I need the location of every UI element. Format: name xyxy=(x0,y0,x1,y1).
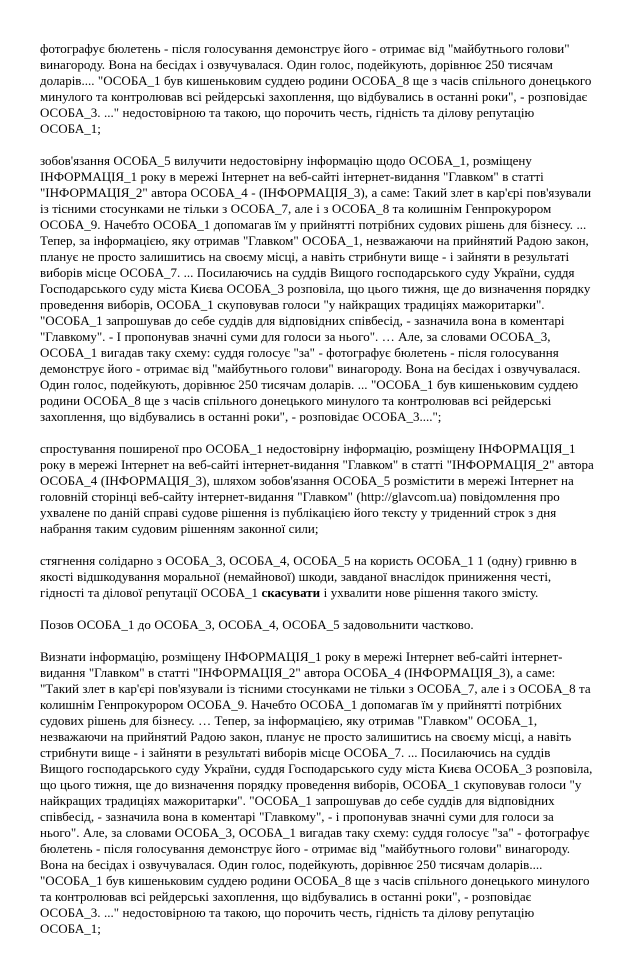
paragraph-removal-obligation: зобов'язання ОСОБА_5 вилучити недостовірну інформацію щодо ОСОБА_1, розміщену ІНФОРМАЦІЯ_1 року в мережі Інтернет на веб-сайті інтернет-видання "Главком" в статті "ІНФОРМАЦІЯ_2" автора ОСОБА_4 - (ІНФОРМАЦІЯ_3), а саме: Такий злет в кар'єрі пов'язували із тісними стосунками не тільки з ОСОБА_7, але і з ОСОБА_8 та колишнім Генпрокурором ОСОБА_9. Начебто ОСОБА_1 допомагав їм у прийнятті потрібних судових рішень для бізнесу. ... Тепер, за інформацією, яку отримав "Главком" ОСОБА_1, незважаючи на прийнятий Радою закон, планує не просто залишитись на своєму місці, а навіть стрибнути вище - і зайняти в результаті виборів місце ОСОБА_7. ... Посилаючись на суддів Вищого господарського суду України, суддя Господарського суду міста Києва ОСОБА_3 розповіла, що цього тижня, ще до визначення порядку проведення виборів, ОСОБА_1 скуповував голоси "у найкращих традиціях мажоритарки". "ОСОБА_1 запрошував до себе суддів для відповідних співбесід, - зазначила вона в коментарі "Главкому". - І пропонував значні суми для голоси за нього". … Але, за словами ОСОБА_3, ОСОБА_1 вигадав таку схему: суддя голосує "за" - фотографує бюлетень - після голосування демонструє його - отримає від "майбутнього голови" винагороду. Вона на бесідах і озвучувалася. Один голос, подейкують, дорівнює 250 тисячам доларів. ... "ОСОБА_1 був кишеньковим суддею родини ОСОБА_8 ще з часів спільного донецького минулого та контролював всі рейдерські захоплення, що відбувались в останні роки", - розповідає ОСОБА_3...."; xyxy=(40,153,592,424)
paragraph-refutation-obligation: спростування поширеної про ОСОБА_1 недостовірну інформацію, розміщену ІНФОРМАЦІЯ_1 року в мережі Інтернет на веб-сайті інтернет-видання "Главком" в статті "ІНФОРМАЦІЯ_2" автора ОСОБА_4 (ІНФОРМАЦІЯ_3), шляхом зобов'язання ОСОБА_5 розмістити в мережі Інтернет на головній сторінці веб-сайту інтернет-видання "Главком" (http://glavcom.ua) повідомлення про ухвалене по даній справі судове рішення із публікацією його тексту у триденний строк з дня набрання таким судовим рішенням законної сили; xyxy=(40,441,594,536)
bold-word-skasuvaty: скасувати xyxy=(261,585,321,600)
paragraph-recognize-information: Визнати інформацію, розміщену ІНФОРМАЦІЯ_1 року в мережі Інтернет веб-сайті інтернет-видання "Главком" в статті "ІНФОРМАЦІЯ_2" автора ОСОБА_4 (ІНФОРМАЦІЯ_3), а саме: "Такий злет в кар'єрі пов'язували із тісними стосунками не тільки з ОСОБА_7, але і з ОСОБА_8 та колишнім Генпрокурором ОСОБА_9. Начебто ОСОБА_1 допомагав їм у прийнятті потрібних судових рішень для бізнесу. … Тепер, за інформацією, яку отримав "Главком" ОСОБА_1, незважаючи на прийнятий Радою закон, планує не просто залишитись на своєму місці, а навіть стрибнути вище - і зайняти в результаті виборів місце ОСОБА_7. ... Посилаючись на суддів Вищого господарського суду України, суддя Господарського суду міста Києва ОСОБА_3 розповіла, що цього тижня, ще до визначення порядку проведення виборів, ОСОБА_1 скуповував голоси "у найкращих традиціях мажоритарки". "ОСОБА_1 запрошував до себе суддів для відповідних співбесід, - зазначила вона в коментарі "Главкому", - і пропонував значні суми для голоси за нього". Але, за словами ОСОБА_3, ОСОБА_1 вигадав таку схему: суддя голосує "за" - фотографує бюлетень - після голосування демонструє його - отримає від "майбутнього голови" винагороду. Вона на бесідах і озвучувалася. Один голос, подейкують, дорівнює 250 тисячам доларів.... "ОСОБА_1 був кишеньковим суддею родини ОСОБА_8 ще з часів спільного донецького минулого та контролював всі рейдерські захоплення, що відбувались в останні роки", - розповідає ОСОБА_3. ..." недостовірною та такою, що порочить честь, гідність та ділову репутацію ОСОБА_1; xyxy=(40,649,593,936)
damages-text-after: і ухвалити нове рішення такого змісту. xyxy=(320,585,539,600)
paragraph-disputed-quote: фотографує бюлетень - після голосування демонструє його - отримає від "майбутнього голови" винагороду. Вона на бесідах і озвучувалася. Один голос, подейкують, дорівнює 250 тисячам доларів.... "ОСОБА_1 був кишеньковим суддею родини ОСОБА_8 ще з часів спільного донецького минулого та контролював всі рейдерські захоплення, що відбувались в останні роки", - розповідає ОСОБА_3. ..." недостовірною та такою, що порочить честь, гідність та ділову репутацію ОСОБА_1; xyxy=(40,41,592,136)
damages-text-before: стягнення солідарно з ОСОБА_3, ОСОБА_4, ОСОБА_5 на користь ОСОБА_1 1 (одну) гривню в якості відшкодування моральної (немайнової) шкоди, завданої внаслідок приниження честі, гідності та ділової репутації ОСОБА_1 xyxy=(40,553,577,600)
paragraph-damages-ruling xyxy=(40,553,595,601)
paragraph-claim-partially-satisfied: Позов ОСОБА_1 до ОСОБА_3, ОСОБА_4, ОСОБА_5 задовольнити частково. xyxy=(40,617,474,632)
